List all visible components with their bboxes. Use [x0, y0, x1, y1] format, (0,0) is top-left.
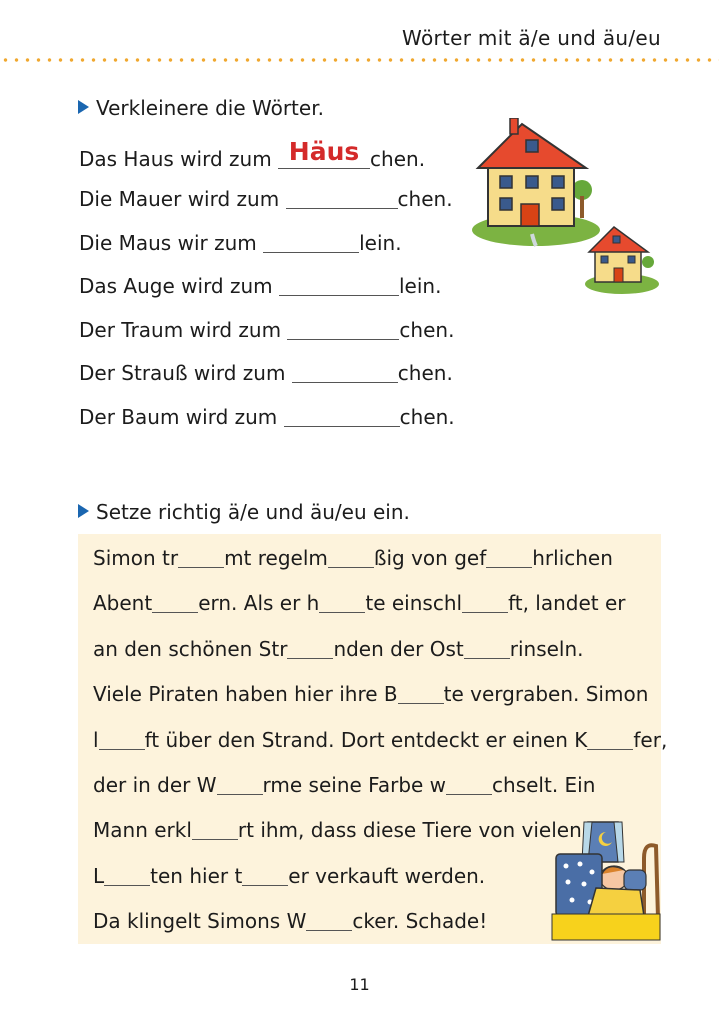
story-line-4: [93, 682, 648, 706]
story-line-8: [93, 864, 485, 888]
gap-blank[interactable]: [587, 729, 633, 750]
story-line-9: [93, 909, 487, 933]
story-text: er verkauft werden.: [288, 864, 486, 888]
gap-blank[interactable]: [192, 819, 238, 840]
story-text: hrlichen: [532, 546, 613, 570]
story-text: an den schönen Str: [93, 637, 288, 661]
task2-heading-text: Setze richtig ä/e und äu/eu ein.: [96, 500, 410, 524]
story-text: fer,: [633, 728, 668, 752]
story-text: ft, landet er: [508, 591, 626, 615]
story-text: Viele Piraten haben hier ihre B: [93, 682, 398, 706]
line-text: Der Strauß wird zum: [79, 361, 292, 385]
gap-blank[interactable]: [99, 729, 145, 750]
answer-blank[interactable]: [284, 404, 400, 427]
gap-blank[interactable]: [398, 683, 444, 704]
story-text: te einschl: [365, 591, 463, 615]
story-text: Mann erkl: [93, 818, 192, 842]
story-text: Abent: [93, 591, 153, 615]
page-header-title: Wörter mit ä/e und äu/eu: [402, 26, 661, 50]
line-text: Der Traum wird zum: [79, 318, 288, 342]
story-text: nden der Ost: [333, 637, 464, 661]
line-suffix: chen.: [397, 187, 453, 211]
exercise-line-3: [79, 230, 402, 255]
gap-blank[interactable]: [306, 910, 352, 931]
task1-heading: [78, 96, 324, 120]
story-text: Simon tr: [93, 546, 179, 570]
gap-blank[interactable]: [446, 774, 492, 795]
gap-blank[interactable]: [287, 638, 333, 659]
answer-text: Häus: [288, 137, 360, 166]
exercise-line-1: [79, 137, 426, 171]
story-text: ßig von gef: [373, 546, 487, 570]
answer-blank[interactable]: [292, 360, 398, 383]
gap-blank[interactable]: [462, 592, 508, 613]
answer-blank[interactable]: [263, 230, 359, 253]
gap-blank[interactable]: [178, 547, 224, 568]
story-line-5: [93, 728, 667, 752]
gap-blank[interactable]: [152, 592, 198, 613]
story-line-1: [93, 546, 613, 570]
story-text: der in der W: [93, 773, 217, 797]
line-text: Die Mauer wird zum: [79, 187, 286, 211]
house-small-illustration: [584, 224, 662, 296]
answer-blank[interactable]: [279, 273, 399, 296]
story-line-2: [93, 591, 626, 615]
story-text: chselt. Ein: [492, 773, 596, 797]
triangle-bullet-icon: [78, 504, 89, 518]
answer-blank[interactable]: [286, 186, 398, 209]
line-suffix: chen.: [399, 318, 455, 342]
story-text: rme seine Farbe w: [262, 773, 447, 797]
task2-heading: [78, 500, 410, 524]
gap-blank[interactable]: [319, 592, 365, 613]
story-text: rinseln.: [509, 637, 584, 661]
story-text: ern. Als er h: [198, 591, 320, 615]
dotted-divider: [0, 58, 719, 62]
exercise-line-5: [79, 317, 454, 342]
exercise-line-7: [79, 404, 455, 429]
story-text: Da klingelt Simons W: [93, 909, 307, 933]
story-text: L: [93, 864, 105, 888]
triangle-bullet-icon: [78, 100, 89, 114]
story-text: cker. Schade!: [352, 909, 488, 933]
page-number: 11: [349, 975, 370, 994]
task1-heading-text: Verkleinere die Wörter.: [96, 96, 324, 120]
gap-blank[interactable]: [104, 865, 150, 886]
story-line-7: [93, 818, 582, 842]
line-suffix: chen.: [370, 147, 426, 171]
exercise-line-4: [79, 273, 441, 298]
gap-blank[interactable]: [328, 547, 374, 568]
story-text: mt regelm: [224, 546, 328, 570]
story-text: te vergraben. Simon: [443, 682, 649, 706]
line-text: Das Auge wird zum: [79, 274, 279, 298]
story-text: ten hier t: [150, 864, 243, 888]
story-line-6: [93, 773, 595, 797]
gap-blank[interactable]: [464, 638, 510, 659]
exercise-line-2: [79, 186, 453, 211]
gap-blank[interactable]: [217, 774, 263, 795]
line-text: Die Maus wir zum: [79, 231, 264, 255]
exercise-line-6: [79, 360, 453, 385]
story-text: rt ihm, dass diese Tiere von vielen: [237, 818, 582, 842]
story-text: l: [93, 728, 99, 752]
line-suffix: chen.: [399, 405, 455, 429]
line-suffix: lein.: [399, 274, 442, 298]
sleeping-boy-illustration: [548, 818, 661, 942]
line-text: Das Haus wird zum: [79, 147, 279, 171]
line-suffix: chen.: [397, 361, 453, 385]
line-suffix: lein.: [359, 231, 402, 255]
story-line-3: [93, 637, 584, 661]
line-text: Der Baum wird zum: [79, 405, 284, 429]
answer-blank[interactable]: [278, 137, 370, 169]
story-text: ft über den Strand. Dort entdeckt er einen K: [144, 728, 588, 752]
gap-blank[interactable]: [242, 865, 288, 886]
gap-blank[interactable]: [486, 547, 532, 568]
answer-blank[interactable]: [287, 317, 399, 340]
